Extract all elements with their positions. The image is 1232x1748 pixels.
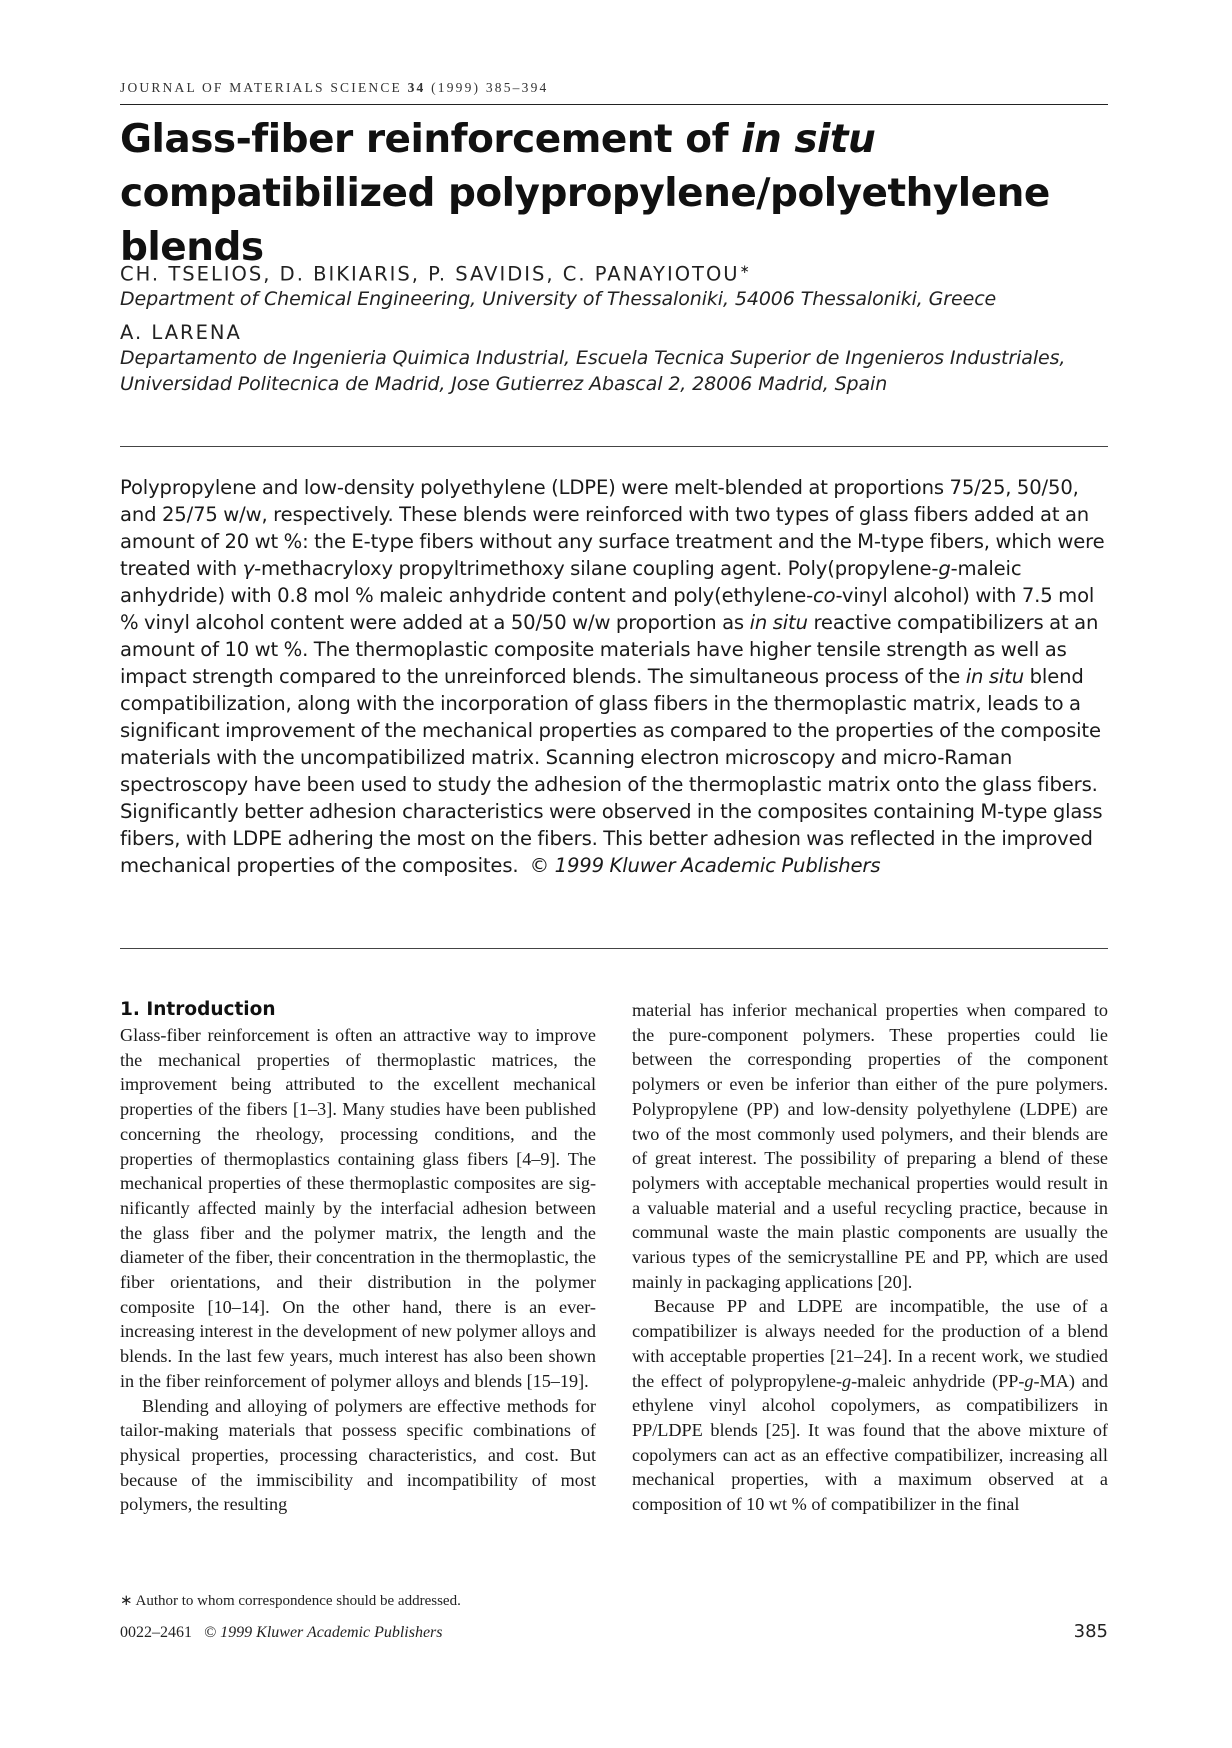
- abstract-copyright: © 1999 Kluwer Academic Publishers: [529, 854, 881, 877]
- affiliation-2: Departamento de Ingenieria Quimica Industrial, Escuela Tecnica Superior de Ingenieros Industriales, Universidad Politecnica de Madrid, Jose Gutierrez Abascal 2, 28006 Madrid, Spain: [120, 347, 1066, 395]
- paragraph: Blending and alloying of polymers are effective methods for tailor-making materials that possess specific combinations of physical properties, processing characteristics, and cost. But because of the immiscibility and incompatibility of most polymers, the resulting: [120, 1395, 596, 1515]
- title-text-1: Glass-fiber reinforcement of: [120, 117, 742, 162]
- paper-title: [120, 113, 1108, 275]
- journal-year-pages: (1999) 385–394: [431, 80, 549, 95]
- page-number: 385: [1073, 1621, 1108, 1642]
- journal-name: JOURNAL OF MATERIALS SCIENCE: [120, 80, 402, 95]
- issn: 0022–2461: [120, 1624, 192, 1641]
- authors-line-1: [120, 262, 752, 286]
- paragraph: Glass-fiber reinforcement is often an attractive way to improve the mechanical properties of thermoplastic matrices, the improvement being attributed to the excellent mechanical properties of the fibers [1–3]. Many studies have been published concerning the rheology, processing conditions, and the properties of thermoplastics containing glass fibers [4–9]. The mechanical properties of these thermoplastic composites are significantly affected mainly by the interfacial adhesion between the glass fiber and the polymer matrix, the length and the diameter of the fiber, their concentration in the thermoplastic, the fiber orientations, and their distribution in the polymer composite [10–14]. On the other hand, there is an ever-increasing interest in the development of new polymer alloys and blends. In the last few years, much interest has also been shown in the fiber reinforcement of polymer alloys and blends [15–19].: [120, 1025, 596, 1391]
- footer-left: [120, 1624, 443, 1642]
- title-italic: in situ: [741, 117, 876, 162]
- column-right: [632, 998, 1108, 1517]
- abstract: Polypropylene and low-density polyethylene (LDPE) were melt-blended at proportions 75/25, 50/50, and 25/75 w/w, respectively. These blends were reinforced with two types of glass fibers added at an amount of 20 wt %: the E-type fibers without any surface treatment and the M-type fibers, which were treated with γ-methacryloxy propyltrimethoxy silane coupling agent. Poly(propylene-g-maleic anhydride) with 0.8 mol % maleic anhydride content and poly(ethylene-co-vinyl alcohol) with 7.5 mol % vinyl alcohol content were added at a 50/50 w/w proportion as in situ reactive compatibilizers at an amount of 10 wt %. The thermoplastic composite materials have higher tensile strength as well as impact strength compared to the unreinforced blends. The simultaneous process of the in situ blend compatibilization, along with the incorporation of glass fibers in the thermoplastic matrix, leads to a significant improvement of the mechanical properties as compared to the properties of the composite materials with the uncompatibilized matrix. Scanning electron microscopy and micro-Raman spectroscopy have been used to study the adhesion of the thermoplastic matrix onto the glass fibers. Significantly better adhesion characteristics were observed in the composites containing M-type glass fibers, with LDPE adhering the most on the fibers. This better adhesion was reflected in the improved mechanical properties of the composites. © 1999 Kluwer Academic Publishers: [120, 476, 1105, 877]
- title-text-2: compatibilized polypropylene/polyethylene blends: [120, 171, 1050, 270]
- paragraph: Because PP and LDPE are incompatible, the use of a compatibilizer is always needed for the production of a blend with acceptable properties [21–24]. In a recent work, we studied the effect of polypropylene-g-maleic anhydride (PP-g-MA) and ethylene vinyl alcohol copolymers, as compatibilizers in PP/LDPE blends [25]. It was found that the above mixture of copolymers can act as an effective compatibilizer, increasing all mechanical properties, with a maximum observed at a composition of 10 wt % of compatibilizer in the final: [632, 1296, 1108, 1515]
- running-head: [120, 80, 548, 96]
- header-rule: [120, 104, 1108, 105]
- journal-volume: 34: [407, 80, 426, 95]
- affiliation-1: Department of Chemical Engineering, University of Thessaloniki, 54006 Thessaloniki, Greece: [120, 288, 997, 310]
- column-left: [120, 998, 596, 1517]
- paragraph: material has inferior mechanical properties when compared to the pure-component polymers. These properties could lie between the corresponding properties of the component polymers or even be inferior than either of the pure polymers. Polypropylene (PP) and low-density polyethylene (LDPE) are two of the most commonly used polymers, and their blends are of great interest. The possibility of preparing a blend of these polymers with acceptable mechanical properties would result in a valuable material and a useful recycling practice, because in communal waste the main plastic components are usually the various types of the semicrystalline PE and PP, which are used mainly in packaging applications [20].: [632, 1000, 1108, 1292]
- abstract-bottom-rule: [120, 948, 1108, 949]
- section-heading: 1. Introduction: [120, 999, 276, 1020]
- abstract-top-rule: [120, 446, 1108, 447]
- footnote: ∗ Author to whom correspondence should be addressed.: [120, 1593, 461, 1609]
- authors-line-2: A. LARENA: [120, 321, 242, 344]
- authors-names-1: CH. TSELIOS, D. BIKIARIS, P. SAVIDIS, C. PANAYIOTOU: [120, 262, 740, 286]
- corresponding-mark: ∗: [739, 262, 752, 276]
- footer-copyright: © 1999 Kluwer Academic Publishers: [204, 1624, 443, 1641]
